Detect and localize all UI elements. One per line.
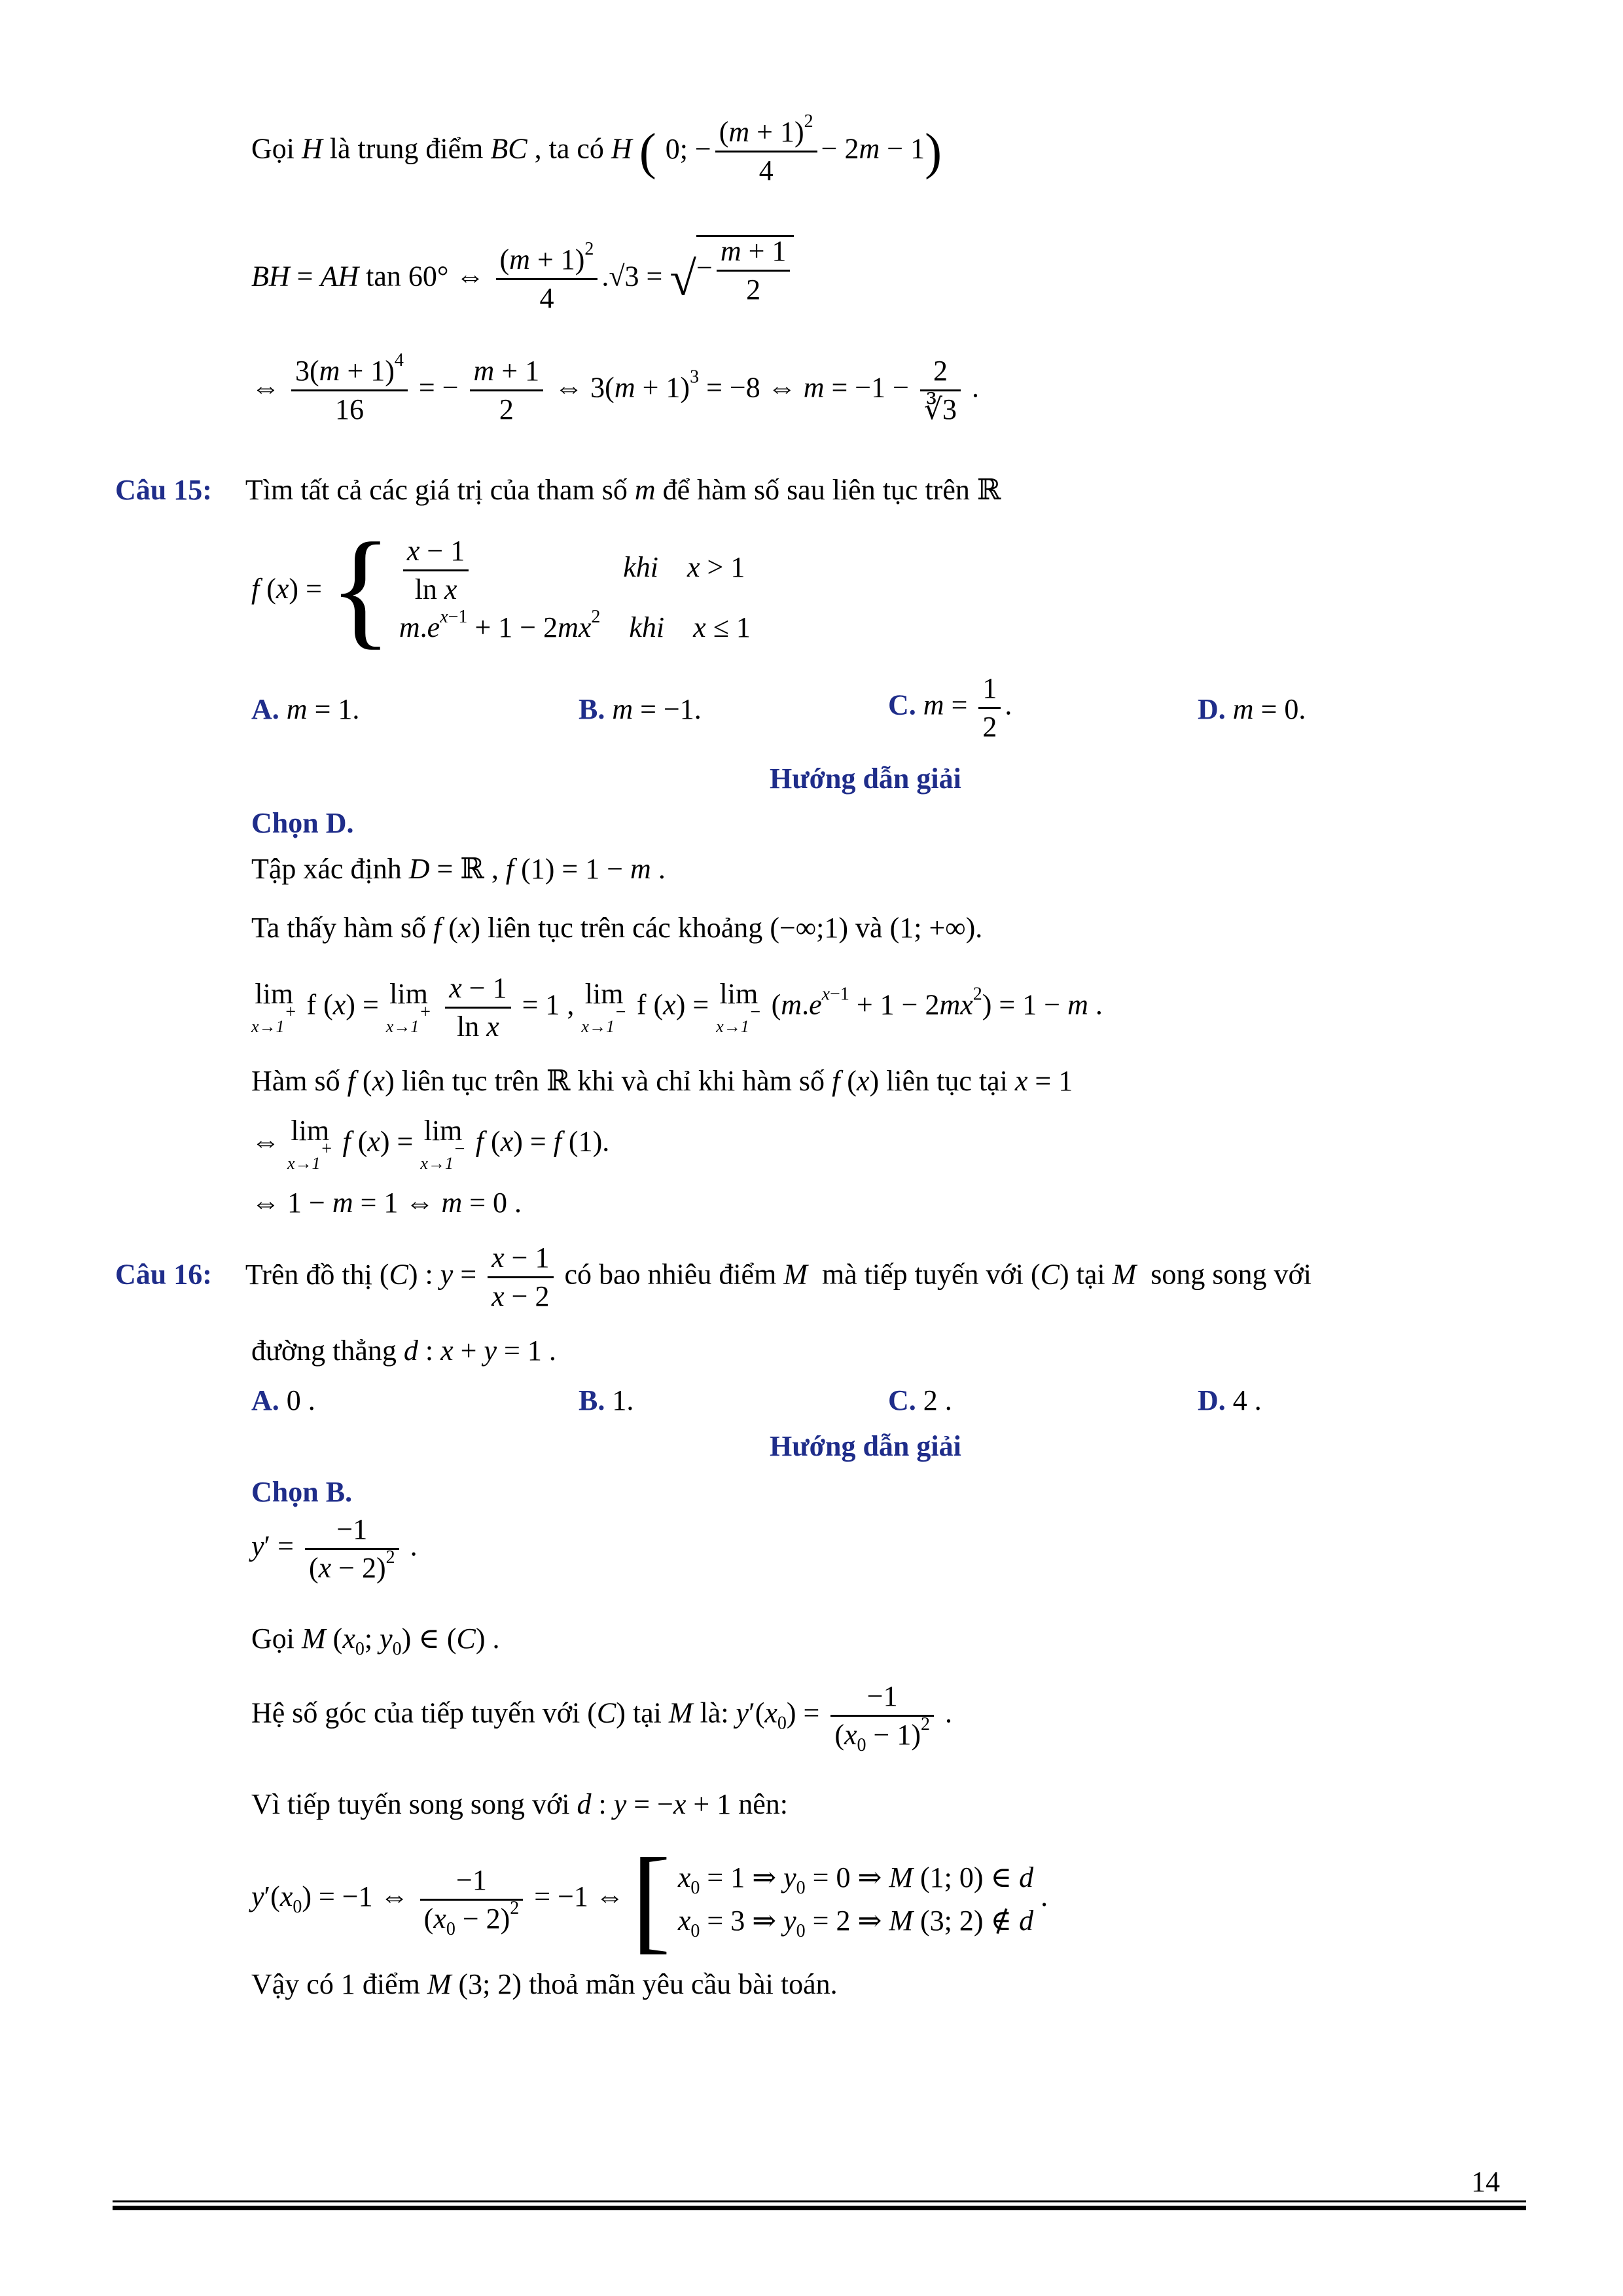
- q16-line-d: đường thẳng d : x + y = 1 .: [251, 1335, 556, 1367]
- q15-sol-domain: Tập xác định D = ℝ , f (1) = 1 − m .: [251, 853, 666, 885]
- q15-sol-equiv: ⇔ lim x→1+ f (x) = lim x→1− f (x) = f (1).: [251, 1115, 610, 1173]
- q15-choice: Chọn D.: [251, 807, 354, 839]
- q15-title: [115, 476, 1001, 505]
- q15-option-b: B. m = −1.: [579, 693, 702, 725]
- q15-question: Tìm tất cả các giá trị của tham số m để hàm số sau liên tục trên ℝ: [245, 474, 1001, 506]
- q16-parallel: Vì tiếp tuyến song song với d : y = −x + 1 nên:: [251, 1788, 789, 1820]
- q16-solve: $y'(x_0) = -1$ ⇔ $\frac{-1}{(x_0 - 2)^2}$ = −1 ⇔ [ $x_0 = 1$ ⇒ $y_0 = 0$ ⇒ M (1; 0) ∈ d $x_0 = 3$ ⇒ $y_0 = 2$ ⇒ M (3; 2) ∉ d .: [251, 1834, 1048, 1964]
- h-midpoint-line: Gọi H là trung điểm BC , ta có H ( 0; − $\frac{(m + 1)^2}{4}$ − 2m − 1): [251, 111, 942, 187]
- q15-option-d: D. m = 0.: [1198, 693, 1306, 725]
- q16-choice: Chọn B.: [251, 1476, 353, 1508]
- q15-guide-title: Hướng dẫn giải: [770, 762, 961, 795]
- q15-function: f (x) = { $\frac{x - 1}{\text{ln x}}$ khi x > 1 $m.e^{x-1} + 1 - 2mx^2$ khi x ≤ 1: [251, 516, 751, 661]
- q16-slope: Hệ số góc của tiếp tuyến với (C) tại M là: $y'(x_0)$ = $\frac{-1}{(x_0 - 1)^2}$ .: [251, 1680, 953, 1755]
- q16-point: Gọi M ($x_0$; $y_0$) ∈ (C) .: [251, 1623, 500, 1659]
- q15-option-c: C. m = $\frac{1}{2}$ .: [888, 672, 1012, 743]
- q16-option-a: A. 0 .: [251, 1384, 315, 1416]
- result-equation: ⇔ $\frac{3(m + 1)^4}{16}$ = − $\frac{m + 1}{2}$ ⇔ $3(m + 1)^3 = -8$ ⇔ m = −1 − $\frac{2}{∛3}$ .: [251, 350, 979, 425]
- q15-option-a: A. m = 1.: [251, 693, 360, 725]
- h-midpoint-text: Gọi H là trung điểm BC , ta có H: [251, 132, 632, 165]
- page-number: 14: [1471, 2166, 1500, 2198]
- q15-sol-limits: lim x→1+ f (x) = lim x→1+ $\frac{x - 1}{\text{ln x}}$ = 1 , lim x→1− f (x) = lim x→1− $(m.e^{x-1} + 1 - 2mx^2) = 1 - m$ .: [251, 972, 1103, 1043]
- q16-option-d: D. 4 .: [1198, 1384, 1262, 1416]
- footer-rule-thick: [113, 2206, 1526, 2210]
- q16-option-c: C. 2 .: [888, 1384, 952, 1416]
- q16-guide-title: Hướng dẫn giải: [770, 1430, 961, 1462]
- q15-sol-continuity: Ta thấy hàm số f (x) liên tục trên các khoảng (−∞;1) và (1; +∞).: [251, 912, 983, 944]
- q15-sol-final: ⇔ 1 − m = 1 ⇔ m = 0 .: [251, 1187, 522, 1219]
- q16-label: Câu 16:: [115, 1258, 212, 1291]
- q15-sol-condition: Hàm số f (x) liên tục trên ℝ khi và chỉ khi hàm số f (x) liên tục tại x = 1: [251, 1065, 1073, 1097]
- footer-rule-thin: [113, 2200, 1526, 2202]
- q16-conclusion: Vậy có 1 điểm M (3; 2) thoả mãn yêu cầu bài toán.: [251, 1968, 838, 2000]
- q16-derivative: y′ = $\frac{-1}{(x - 2)^2}$ .: [251, 1513, 418, 1584]
- q16-option-b: B. 1.: [579, 1384, 634, 1416]
- q16-title: Câu 16: Trên đồ thị (C) : y = $\frac{x - 1}{x - 2}$ có bao nhiêu điểm M mà tiếp tuyến với (C) tại M song song với: [115, 1242, 1311, 1312]
- bh-equation: BH = AH tan 60° ⇔ $\frac{(m + 1)^2}{4}$ .√3 = √− $\frac{m + 1}{2}$: [251, 245, 794, 313]
- q15-label: Câu 15:: [115, 474, 212, 506]
